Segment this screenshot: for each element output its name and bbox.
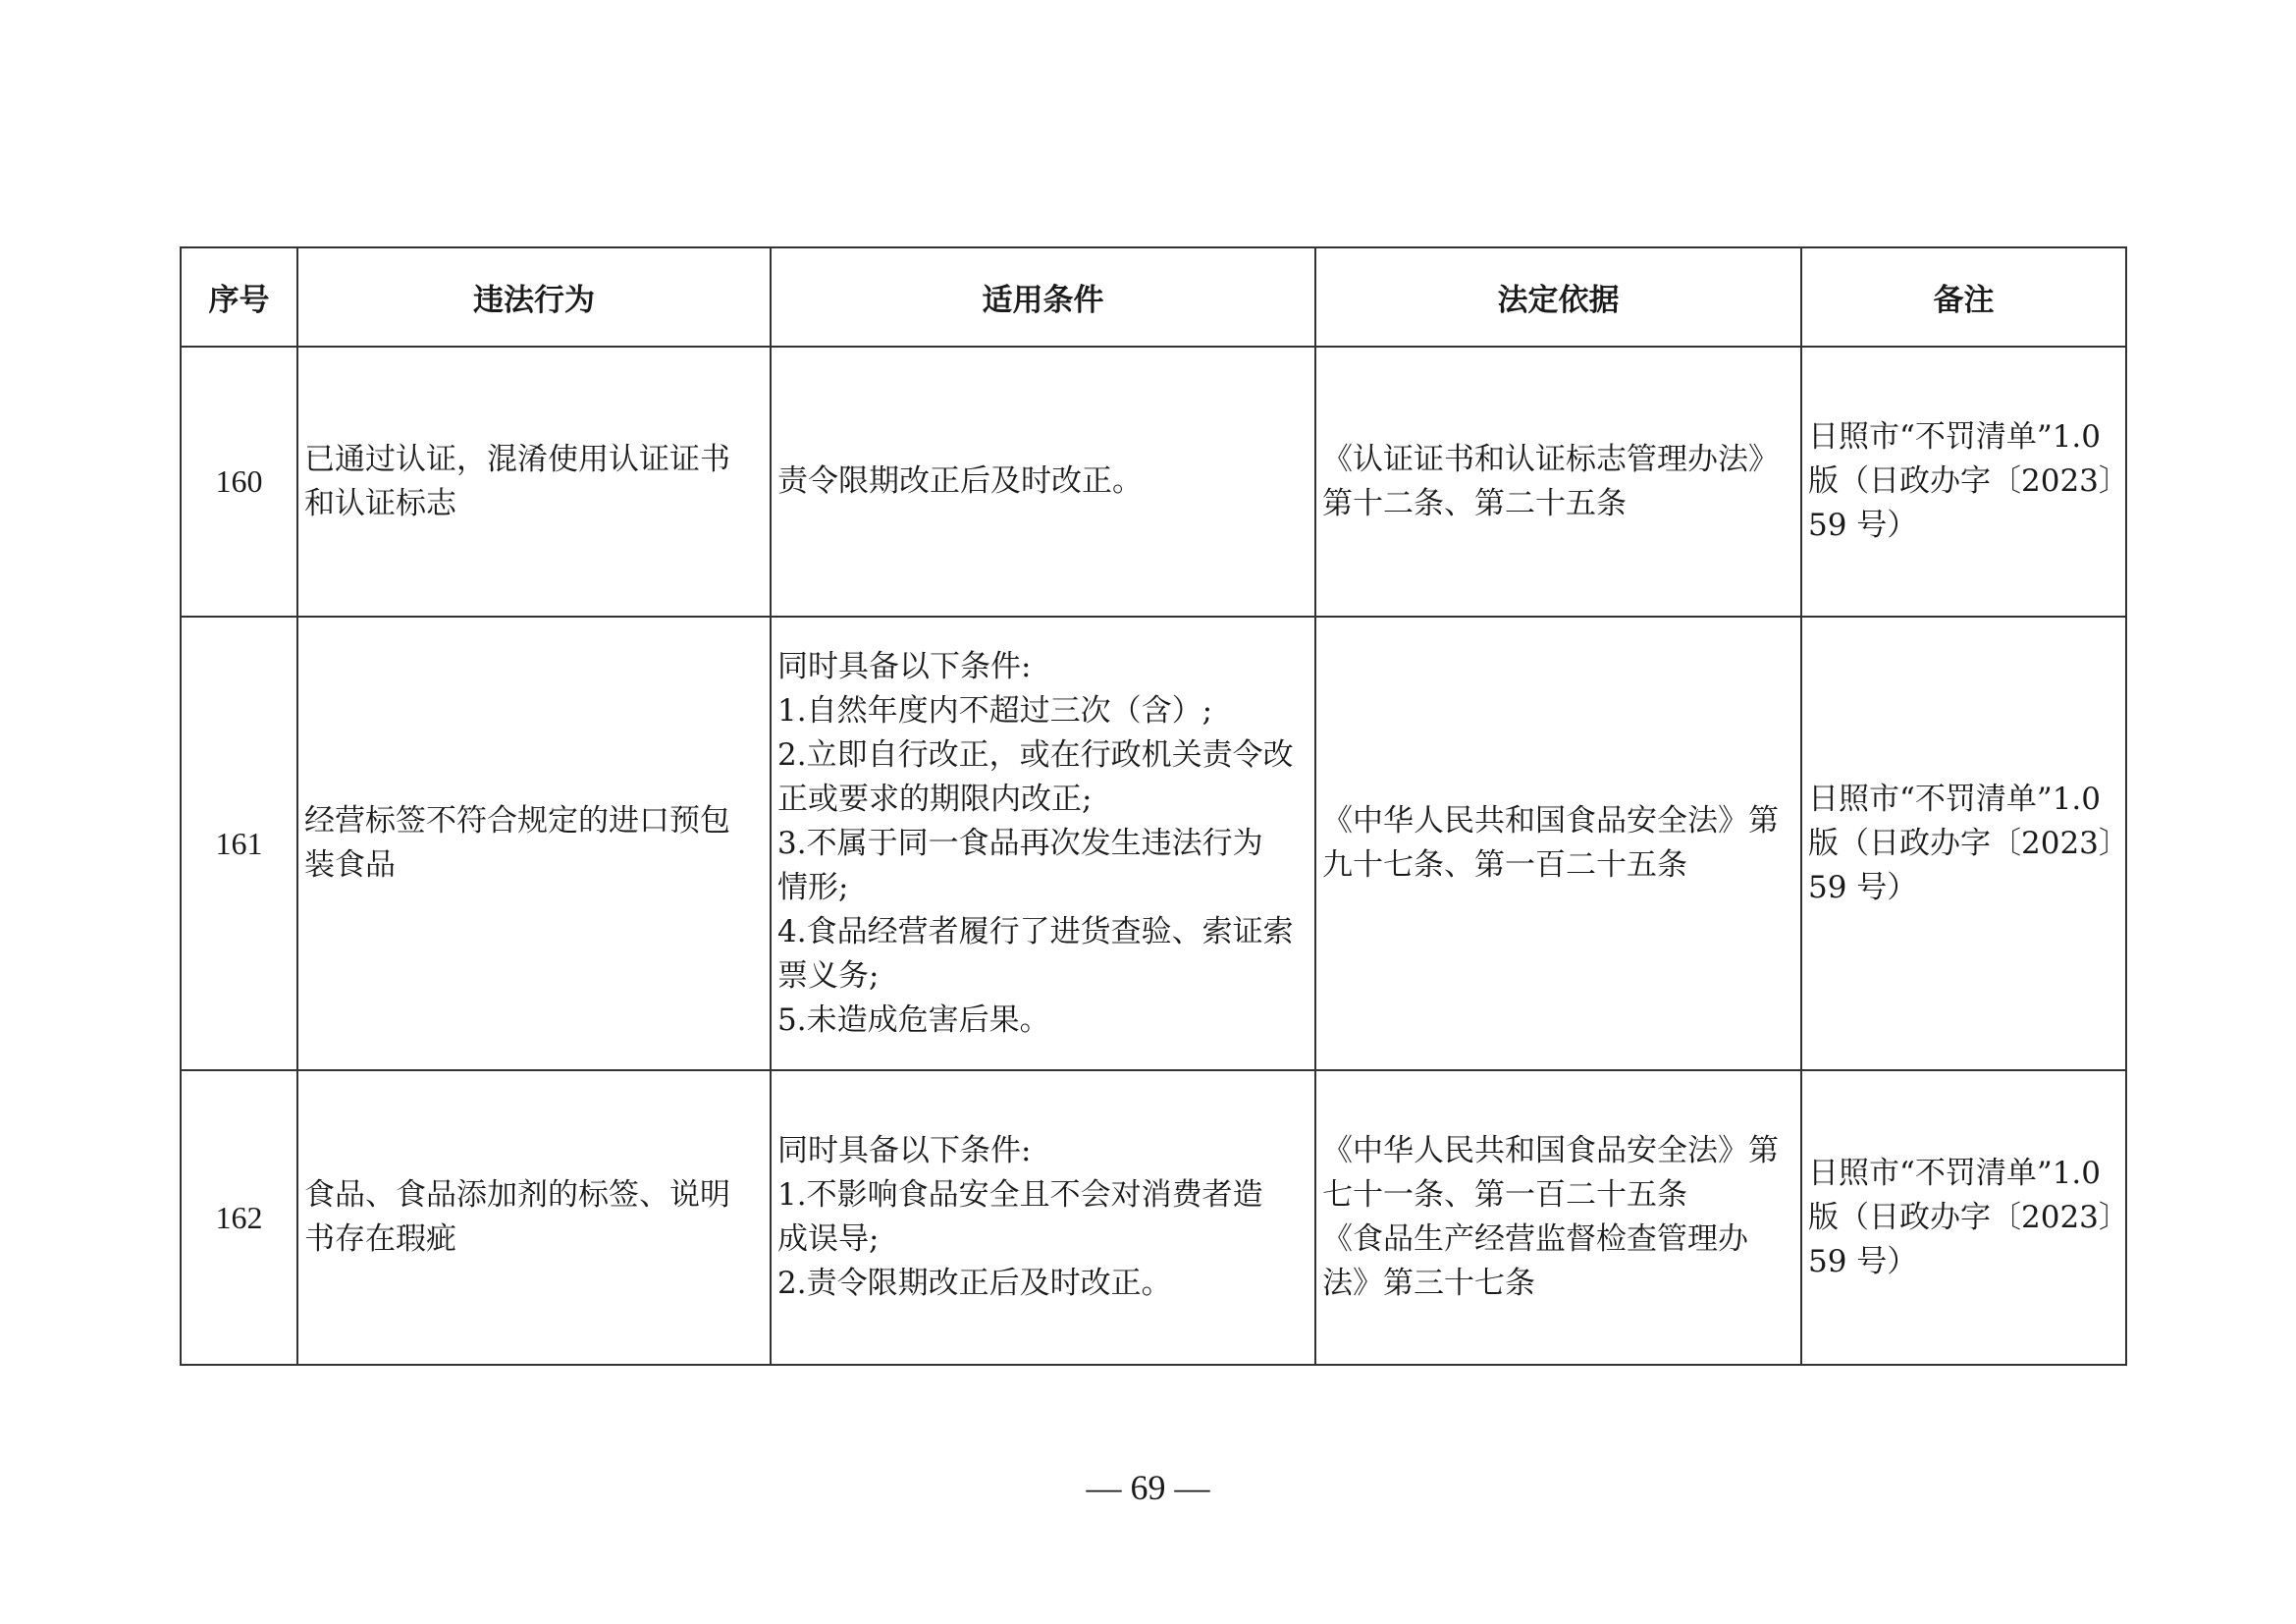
text-line: 版（日政办字〔2023〕 [1808,1199,2129,1235]
text-line: 情形; [777,869,849,905]
text-line: 装食品 [304,847,396,883]
text-line: 正或要求的期限内改正; [777,781,1093,817]
text-line: 59 号） [1808,1243,1918,1279]
text-line: 2.责令限期改正后及时改正。 [777,1266,1172,1301]
text-line: 食品、食品添加剂的标签、说明 [304,1177,730,1213]
violation-cell [297,1070,771,1365]
text-line: 《中华人民共和国食品安全法》第 [1322,803,1779,839]
text-line: 七十一条、第一百二十五条 [1322,1177,1687,1213]
remarks-cell [1801,1070,2129,1365]
text-line: 3.不属于同一食品再次发生违法行为 [777,825,1263,861]
text-line: 日照市“不罚清单”1.0 [1808,781,2101,817]
remarks-cell [1801,347,2129,617]
conditions-cell [771,347,1315,617]
legal-basis-cell [1315,617,1801,1070]
header-legal-basis: 法定依据 [1315,247,1801,347]
legal-basis-cell [1315,347,1801,617]
text-line: 责令限期改正后及时改正。 [777,463,1143,499]
legal-basis-cell [1315,1070,1801,1365]
text-line: 5.未造成危害后果。 [777,1001,1050,1038]
text-line: 同时具备以下条件: [777,1133,1032,1168]
table-row [181,617,2126,1070]
text-line: 《中华人民共和国食品安全法》第 [1322,1133,1779,1168]
text-line: 版（日政办字〔2023〕 [1808,463,2129,499]
row-number: 161 [181,617,297,1070]
text-line: 日照市“不罚清单”1.0 [1808,1155,2101,1191]
text-line: 票义务; [777,957,880,994]
text-line: 59 号） [1808,508,1918,543]
row-number: 160 [181,347,297,617]
text-line: 九十七条、第一百二十五条 [1322,847,1687,883]
remarks-cell [1801,617,2129,1070]
text-line: 59 号） [1808,869,1918,905]
text-line: 书存在瑕疵 [304,1221,456,1257]
text-line: 版（日政办字〔2023〕 [1808,825,2129,861]
text-line: 《食品生产经营监督检查管理办 [1322,1221,1748,1257]
text-line: 经营标签不符合规定的进口预包 [304,803,730,839]
text-line: 第十二条、第二十五条 [1322,485,1627,521]
table-row [181,347,2126,617]
text-line: 日照市“不罚清单”1.0 [1808,419,2101,455]
conditions-cell [771,617,1315,1070]
text-line: 法》第三十七条 [1322,1266,1535,1301]
regulation-table [180,246,2127,1366]
header-conditions: 适用条件 [771,247,1315,347]
text-line: 和认证标志 [304,485,456,521]
violation-cell [297,617,771,1070]
text-line: 成误导; [777,1221,880,1257]
text-line: 1.自然年度内不超过三次（含）; [777,692,1213,729]
text-line: 已通过认证，混淆使用认证证书 [304,441,730,477]
table-header-row [181,247,2126,347]
text-line: 1.不影响食品安全且不会对消费者造 [777,1177,1263,1213]
text-line: 《认证证书和认证标志管理办法》 [1322,441,1779,477]
violation-cell [297,347,771,617]
header-remarks: 备注 [1801,247,2126,347]
text-line: 2.立即自行改正，或在行政机关责令改 [777,736,1294,773]
header-serial-number: 序号 [181,247,297,347]
table-row [181,1070,2126,1365]
text-line: 4.食品经营者履行了进货查验、索证索 [777,913,1294,949]
header-violation: 违法行为 [297,247,771,347]
page-number: — 69 — [1086,1468,1210,1507]
text-line: 同时具备以下条件: [777,648,1032,684]
row-number: 162 [181,1070,297,1365]
conditions-cell [771,1070,1315,1365]
